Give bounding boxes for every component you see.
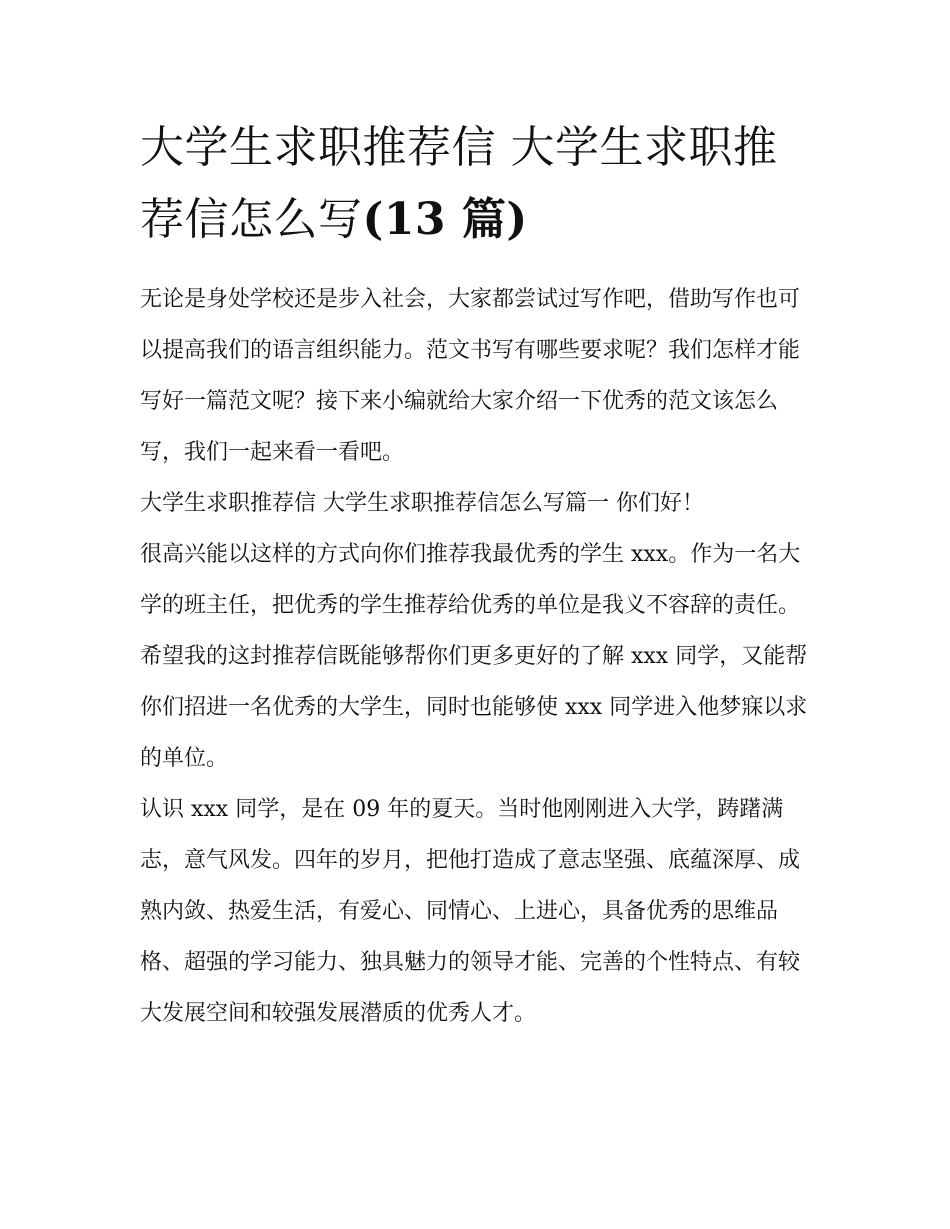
title-count: (13 篇) [362, 194, 528, 245]
document-title [140, 112, 812, 256]
document-content [140, 112, 812, 1039]
body-paragraph-1: 很高兴能以这样的方式向你们推荐我最优秀的学生 xxx。作为一名大学的班主任，把优秀的学生推荐给优秀的单位是我义不容辞的责任。希望我的这封推荐信既能够帮你们更多更好的了解 xxx 同学，又能帮你们招进一名优秀的大学生，同时也能够使 xxx 同学进入他梦寐以求的单位。 [140, 542, 808, 771]
title-main: 大学生求职推荐信 大学生求职推荐信怎么写 [140, 122, 778, 245]
section-heading-paragraph: 大学生求职推荐信 大学生求职推荐信怎么写篇一 你们好！ [140, 491, 704, 516]
intro-paragraph: 无论是身处学校还是步入社会，大家都尝试过写作吧，借助写作也可以提高我们的语言组织能力。范文书写有哪些要求呢？我们怎样才能写好一篇范文呢？接下来小编就给大家介绍一下优秀的范文该怎么写，我们一起来看一看吧。 [140, 287, 801, 465]
body-paragraph-2: 认识 xxx 同学，是在 09 年的夏天。当时他刚刚进入大学，踌躇满志，意气风发。四年的岁月，把他打造成了意志坚强、底蕴深厚、成熟内敛、热爱生活，有爱心、同情心、上进心，具备优秀的思维品格、超强的学习能力、独具魅力的领导才能、完善的个性特点、有较大发展空间和较强发展潜质的优秀人才。 [140, 797, 801, 1026]
